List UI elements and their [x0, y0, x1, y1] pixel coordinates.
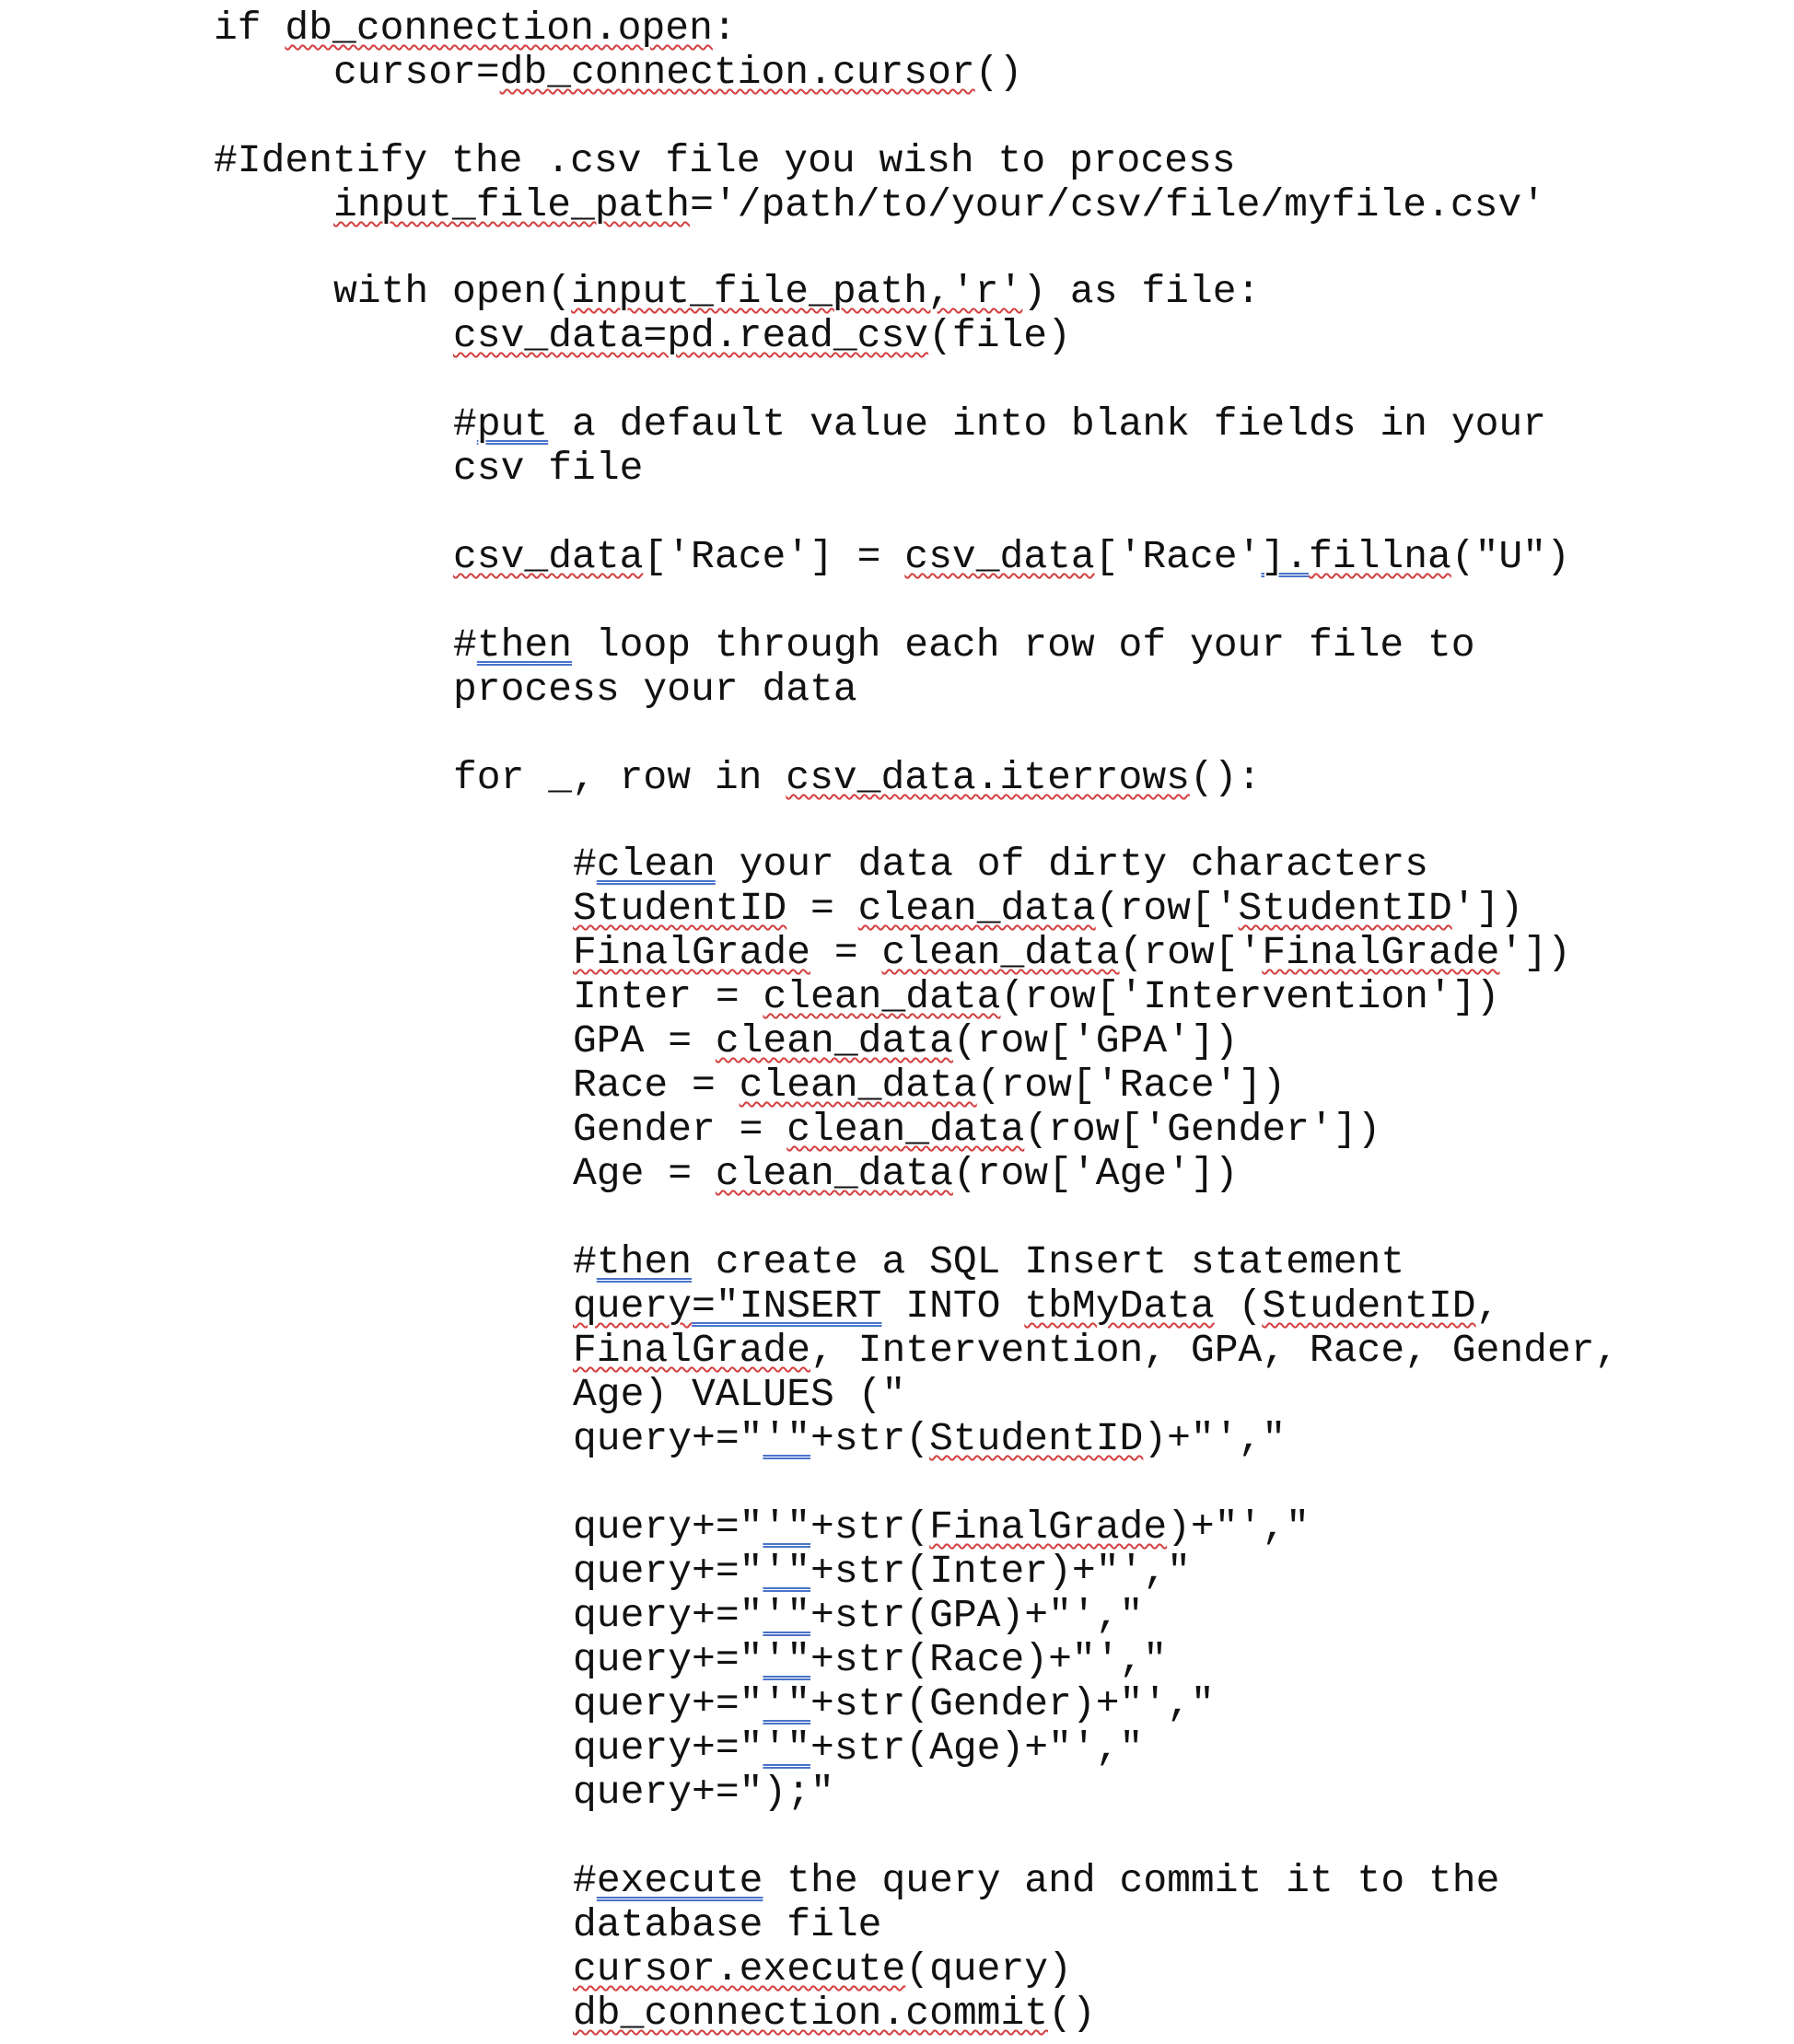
spellcheck-flagged-text: StudentID	[929, 1416, 1144, 1461]
grammar-flagged-text: ="INSERT	[692, 1283, 882, 1329]
code-text: (row['Intervention'])	[1000, 974, 1500, 1019]
code-line	[573, 1417, 1286, 1461]
spellcheck-flagged-text: FinalGrade	[573, 1328, 811, 1373]
code-text: (row['Age'])	[952, 1151, 1239, 1196]
spellcheck-flagged-text: StudentID	[573, 886, 787, 931]
code-text: #	[453, 401, 477, 447]
code-text: with open(	[333, 269, 572, 314]
spellcheck-flagged-text: clean_data	[786, 1107, 1025, 1152]
code-line	[573, 842, 1428, 887]
code-text: Race =	[573, 1063, 740, 1108]
code-line	[573, 1329, 1618, 1373]
spellcheck-flagged-text: fillna	[1308, 534, 1451, 579]
code-text: Gender =	[573, 1107, 787, 1152]
code-text: loop through each row of your file to	[572, 622, 1475, 668]
grammar-flagged-text: '"	[763, 1416, 811, 1461]
code-text: Age) VALUES ("	[573, 1372, 906, 1417]
grammar-flagged-text: '"	[763, 1504, 811, 1550]
spellcheck-flagged-text: FinalGrade	[573, 930, 811, 975]
code-text: GPA =	[573, 1018, 716, 1063]
spellcheck-flagged-text: clean_data	[715, 1018, 953, 1063]
code-line	[573, 1903, 881, 1947]
code-line	[573, 1019, 1239, 1063]
code-line	[333, 51, 1022, 95]
spellcheck-flagged-text: StudentID	[1238, 886, 1452, 931]
spellcheck-flagged-text: StudentID	[1262, 1283, 1476, 1329]
grammar-flagged-text: then	[596, 1239, 693, 1284]
spellcheck-flagged-text: csv_data=pd.read_csv	[453, 313, 929, 358]
code-text: ():	[1189, 755, 1262, 800]
spellcheck-flagged-text: FinalGrade	[929, 1504, 1168, 1550]
spellcheck-flagged-text: clean_data	[763, 974, 1001, 1019]
code-line	[573, 1992, 1096, 2036]
code-text: query+="	[573, 1637, 763, 1682]
code-text: a default value into blank fields in your	[548, 401, 1547, 447]
code-line	[573, 1859, 1499, 1903]
code-line	[573, 1505, 1310, 1550]
code-text: process your data	[453, 667, 857, 712]
code-text: database file	[573, 1902, 882, 1947]
grammar-flagged-text: '"	[763, 1549, 811, 1594]
code-line	[453, 402, 1546, 447]
code-text: +str(GPA)+"',"	[810, 1593, 1144, 1638]
code-line	[573, 1284, 1499, 1329]
code-line	[453, 756, 1261, 800]
code-text: (row['Race'])	[976, 1063, 1287, 1108]
code-line	[573, 1638, 1167, 1682]
code-text: (row['	[1119, 930, 1263, 975]
code-text: +str(Age)+"',"	[810, 1725, 1144, 1771]
code-line	[573, 1550, 1191, 1594]
code-text: #	[573, 1239, 597, 1284]
code-text: ['Race'] =	[643, 534, 905, 579]
grammar-flagged-text: then	[476, 622, 573, 668]
code-line	[573, 1771, 834, 1815]
grammar-flagged-text: '"	[763, 1725, 811, 1771]
code-text: query+="	[573, 1681, 763, 1726]
code-line	[573, 1063, 1286, 1108]
spellcheck-flagged-text: db_connection.cursor	[499, 50, 975, 95]
code-text: )+"',"	[1143, 1416, 1287, 1461]
code-line	[333, 183, 1545, 227]
code-text: =	[786, 886, 858, 931]
code-text: #	[573, 842, 597, 887]
code-text: +str(Gender)+"',"	[810, 1681, 1215, 1726]
code-text: query+="	[573, 1504, 763, 1550]
code-text: :	[712, 6, 737, 51]
grammar-flagged-text: execute	[596, 1858, 763, 1903]
code-text: for _, row in	[453, 755, 786, 800]
code-text: +str(Race)+"',"	[810, 1637, 1168, 1682]
grammar-flagged-text: '"	[763, 1681, 811, 1726]
code-text: (row['	[1095, 886, 1239, 931]
code-text: (	[1214, 1283, 1263, 1329]
code-line	[573, 1594, 1143, 1638]
spellcheck-flagged-text: csv_data.iterrows	[786, 755, 1190, 800]
code-text: ='/path/to/your/csv/file/myfile.csv'	[690, 182, 1546, 227]
code-text: (query)	[905, 1946, 1072, 1992]
code-text: query+=");"	[573, 1770, 834, 1815]
code-text: your data of dirty characters	[715, 842, 1428, 887]
code-line	[573, 887, 1523, 931]
code-text: cursor=	[333, 50, 500, 95]
code-text: the query and commit it to the	[763, 1858, 1500, 1903]
code-line	[214, 6, 737, 51]
spellcheck-flagged-text: clean_data	[857, 886, 1096, 931]
code-text: +str(Inter)+"',"	[810, 1549, 1191, 1594]
code-text: +str(	[810, 1504, 930, 1550]
spellcheck-flagged-text: clean_data	[739, 1063, 977, 1108]
spellcheck-flagged-text: cursor.execute	[573, 1946, 906, 1992]
grammar-flagged-text: put	[476, 401, 549, 447]
code-text: '])	[1451, 886, 1524, 931]
grammar-flagged-text: ].	[1261, 534, 1309, 579]
code-text: , Intervention, GPA, Race, Gender,	[810, 1328, 1619, 1373]
code-line	[573, 1240, 1404, 1284]
code-text: query+="	[573, 1725, 763, 1771]
code-text: Age =	[573, 1151, 716, 1196]
spellcheck-flagged-text: clean_data	[715, 1151, 953, 1196]
code-line	[573, 975, 1499, 1019]
code-line	[214, 139, 1236, 183]
grammar-flagged-text: clean	[596, 842, 716, 887]
code-line	[573, 931, 1571, 975]
code-line	[573, 1108, 1380, 1152]
code-line	[333, 270, 1260, 314]
code-text: (row['Gender'])	[1024, 1107, 1381, 1152]
code-text: INTO	[881, 1283, 1025, 1329]
code-text: '])	[1499, 930, 1571, 975]
spellcheck-flagged-text: clean_data	[881, 930, 1120, 975]
code-text: ("U")	[1450, 534, 1570, 579]
spellcheck-flagged-text: tbMyData	[1024, 1283, 1215, 1329]
code-text: if	[214, 6, 285, 51]
code-line	[453, 623, 1475, 668]
code-text: #	[453, 622, 477, 668]
spellcheck-flagged-text: input_file_path	[333, 182, 691, 227]
code-line	[453, 535, 1570, 579]
spellcheck-flagged-text: db_connection.open	[285, 6, 713, 51]
code-text: query+="	[573, 1593, 763, 1638]
code-line	[453, 314, 1071, 358]
grammar-flagged-text: '"	[763, 1637, 811, 1682]
code-text: #Identify the .csv file you wish to process	[214, 138, 1236, 183]
spellcheck-flagged-text: csv_data	[904, 534, 1095, 579]
code-line	[453, 447, 643, 491]
code-text: csv file	[453, 446, 644, 491]
spellcheck-flagged-text: csv_data	[453, 534, 644, 579]
code-text: query+="	[573, 1549, 763, 1594]
code-line	[573, 1152, 1239, 1196]
spellcheck-flagged-text: query	[573, 1283, 693, 1329]
code-line	[453, 668, 857, 712]
code-text: +str(	[810, 1416, 930, 1461]
code-text: ) as file:	[1022, 269, 1261, 314]
code-text: query+="	[573, 1416, 763, 1461]
spellcheck-flagged-text: input_file_path,'r'	[571, 269, 1023, 314]
code-line	[573, 1947, 1072, 1992]
code-text: (row['GPA'])	[952, 1018, 1239, 1063]
code-line	[573, 1682, 1215, 1726]
code-line	[573, 1373, 905, 1417]
spellcheck-flagged-text: db_connection.commit	[573, 1991, 1049, 2036]
spellcheck-flagged-text: FinalGrade	[1262, 930, 1500, 975]
code-text: ()	[974, 50, 1023, 95]
code-text: create a SQL Insert statement	[692, 1239, 1405, 1284]
code-text: )+"',"	[1167, 1504, 1310, 1550]
code-text: Inter =	[573, 974, 763, 1019]
code-text: (file)	[928, 313, 1071, 358]
code-text: ()	[1048, 1991, 1096, 2036]
grammar-flagged-text: '"	[763, 1593, 811, 1638]
code-line	[573, 1726, 1143, 1771]
code-text: ['Race'	[1094, 534, 1262, 579]
code-text: #	[573, 1858, 597, 1903]
code-text: =	[810, 930, 882, 975]
code-text: ,	[1475, 1283, 1500, 1329]
